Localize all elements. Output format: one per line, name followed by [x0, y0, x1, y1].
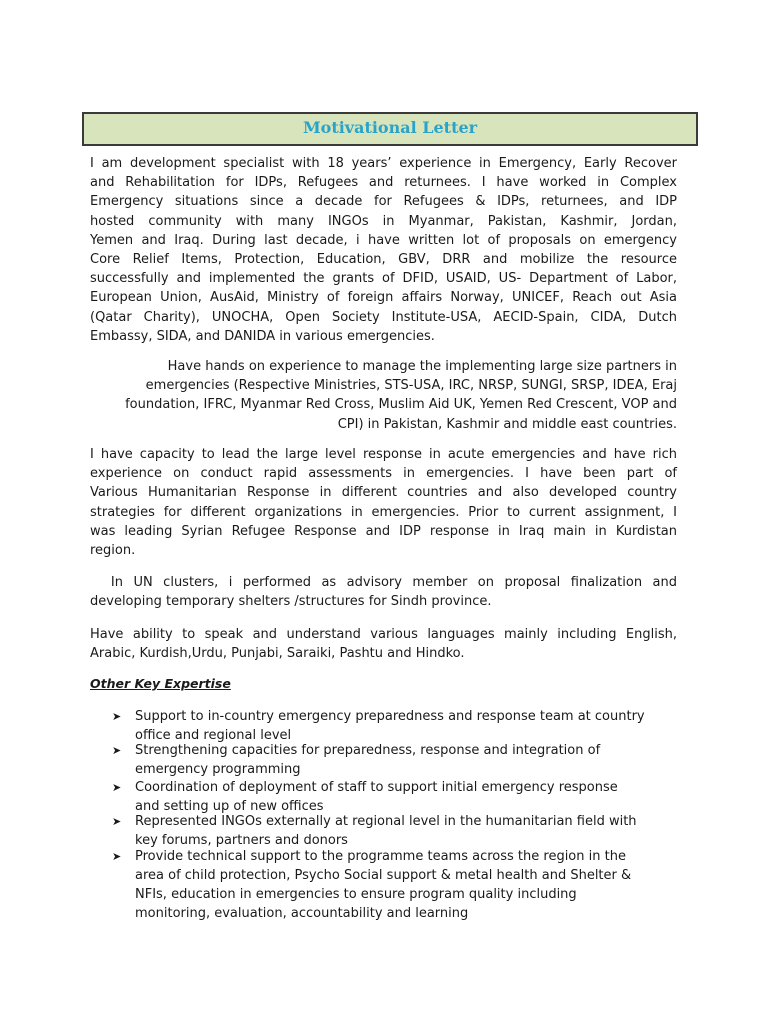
text-line: region.: [90, 543, 136, 559]
expertise-item-text: key forums, partners and donors: [135, 833, 348, 848]
text-line: and Rehabilitation for IDPs, Refugees and returnees. I have worked in Complex: [90, 175, 677, 191]
expertise-item-text: NFIs, education in emergencies to ensure program quality including: [135, 887, 577, 902]
paragraph-languages: [90, 625, 677, 663]
expertise-item-text: emergency programming: [135, 762, 301, 777]
document-title: Motivational Letter: [302, 118, 478, 137]
paragraph-capacity: [90, 445, 677, 560]
text-line: I have capacity to lead the large level response in acute emergencies and have rich: [90, 447, 677, 462]
arrowhead-bullet-icon: ➤: [112, 815, 122, 828]
text-line: In UN clusters, i performed as advisory member on proposal finalization and: [90, 575, 677, 590]
text-line: European Union, AusAid, Ministry of foreign affairs Norway, UNICEF, Reach out Asia: [90, 290, 677, 306]
expertise-item-text: office and regional level: [135, 728, 292, 743]
title-box: [82, 112, 698, 146]
text-line: Various Humanitarian Response in different countries and also developed country: [90, 485, 677, 501]
text-line: foundation, IFRC, Myanmar Red Cross, Muslim Aid UK, Yemen Red Crescent, VOP and: [125, 397, 677, 413]
expertise-item-text: Strengthening capacities for preparedness, response and integration of: [135, 743, 601, 758]
text-line: I am development specialist with 18 years’ experience in Emergency, Early Recover: [90, 156, 677, 171]
expertise-heading: Other Key Expertise: [90, 676, 231, 691]
expertise-item-text: and setting up of new offices: [135, 799, 324, 814]
arrowhead-bullet-icon: ➤: [112, 744, 122, 757]
text-line: Core Relief Items, Protection, Education, GBV, DRR and mobilize the resource: [90, 252, 677, 268]
text-line: developing temporary shelters /structures for Sindh province.: [90, 594, 492, 610]
text-line: emergencies (Respective Ministries, STS-USA, IRC, NRSP, SUNGI, SRSP, IDEA, Eraj: [145, 378, 677, 394]
arrowhead-bullet-icon: ➤: [112, 850, 122, 863]
paragraph-intro: [90, 154, 677, 346]
arrowhead-bullet-icon: ➤: [112, 781, 122, 794]
arrowhead-bullet-icon: ➤: [112, 710, 122, 723]
text-line: Have hands on experience to manage the implementing large size partners in: [167, 359, 677, 374]
expertise-item-text: area of child protection, Psycho Social support & metal health and Shelter &: [135, 868, 632, 883]
expertise-item-text: monitoring, evaluation, accountability and learning: [135, 906, 469, 921]
expertise-item-text: Support to in-country emergency preparedness and response team at country: [135, 709, 645, 724]
text-line: successfully and implemented the grants of DFID, USAID, US- Department of Labor,: [90, 271, 677, 287]
text-line: Emergency situations since a decade for Refugees & IDPs, returnees, and IDP: [90, 194, 677, 210]
text-line: Embassy, SIDA, and DANIDA in various emergencies.: [90, 328, 435, 344]
expertise-item-text: Represented INGOs externally at regional level in the humanitarian field with: [135, 814, 637, 829]
text-line: hosted community with many INGOs in Myanmar, Pakistan, Kashmir, Jordan,: [90, 213, 677, 229]
text-line: was leading Syrian Refugee Response and IDP response in Iraq main in Kurdistan: [90, 523, 677, 539]
text-line: Arabic, Kurdish,Urdu, Punjabi, Saraiki, Pashtu and Hindko.: [90, 646, 465, 662]
text-line: experience on conduct rapid assessments in emergencies. I have been part of: [90, 466, 677, 482]
text-line: CPI) in Pakistan, Kashmir and middle east countries.: [337, 416, 677, 432]
text-line: Have ability to speak and understand various languages mainly including English,: [90, 627, 677, 642]
text-line: strategies for different organizations in emergencies. Prior to current assignment, I: [90, 504, 677, 520]
text-line: (Qatar Charity), UNOCHA, Open Society Institute-USA, AECID-Spain, CIDA, Dutch: [90, 309, 677, 325]
paragraph-un-clusters: [90, 573, 677, 611]
paragraph-partners: [90, 357, 677, 434]
expertise-item-text: Provide technical support to the programme teams across the region in the: [135, 849, 626, 864]
text-line: Yemen and Iraq. During last decade, i have written lot of proposals on emergency: [90, 232, 677, 248]
expertise-item-text: Coordination of deployment of staff to support initial emergency response: [135, 780, 618, 795]
